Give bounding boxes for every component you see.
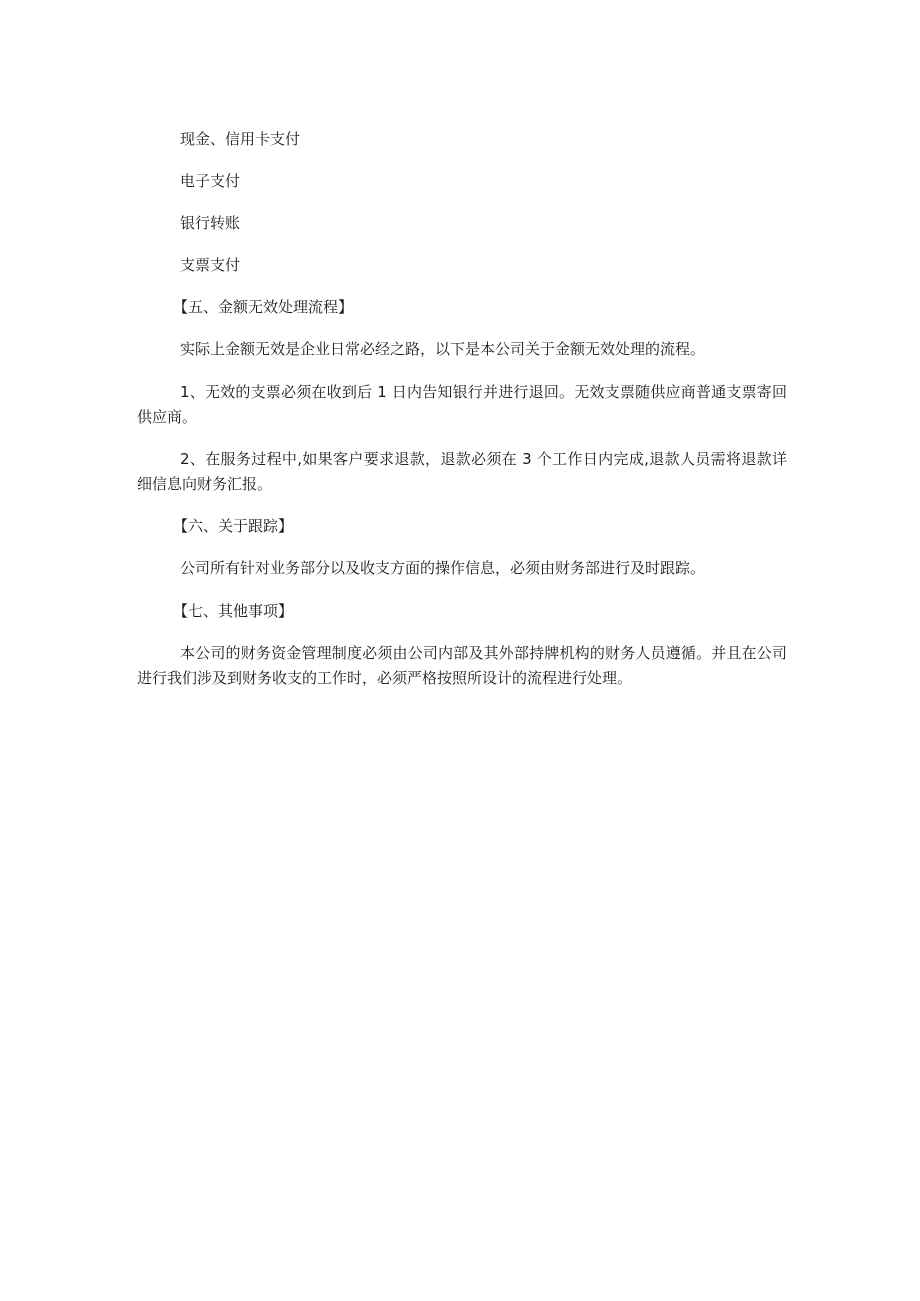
payment-method-check: 支票支付	[180, 256, 241, 274]
section-heading-invalid-amount: 【五、金额无效处理流程】	[173, 298, 354, 316]
payment-method-cash-card: 现金、信用卡支付	[180, 130, 301, 148]
section-heading-tracking: 【六、关于跟踪】	[173, 517, 294, 535]
payment-method-electronic: 电子支付	[180, 172, 241, 190]
payment-method-bank-transfer: 银行转账	[180, 214, 241, 232]
invalid-amount-item-2: 2、在服务过程中,如果客户要求退款，退款必须在 3 个工作日内完成,退款人员需将退款详细信息向财务汇报。	[137, 450, 787, 493]
invalid-amount-intro: 实际上金额无效是企业日常必经之路，以下是本公司关于金额无效处理的流程。	[180, 340, 706, 358]
invalid-amount-item-1: 1、无效的支票必须在收到后 1 日内告知银行并进行退回。无效支票随供应商普通支票寄回供应商。	[137, 383, 787, 426]
document-body	[137, 127, 787, 708]
other-body: 本公司的财务资金管理制度必须由公司内部及其外部持牌机构的财务人员遵循。并且在公司进行我们涉及到财务收支的工作时，必须严格按照所设计的流程进行处理。	[137, 644, 787, 687]
tracking-body: 公司所有针对业务部分以及收支方面的操作信息，必须由财务部进行及时跟踪。	[180, 559, 706, 577]
section-heading-other: 【七、其他事项】	[173, 602, 294, 620]
